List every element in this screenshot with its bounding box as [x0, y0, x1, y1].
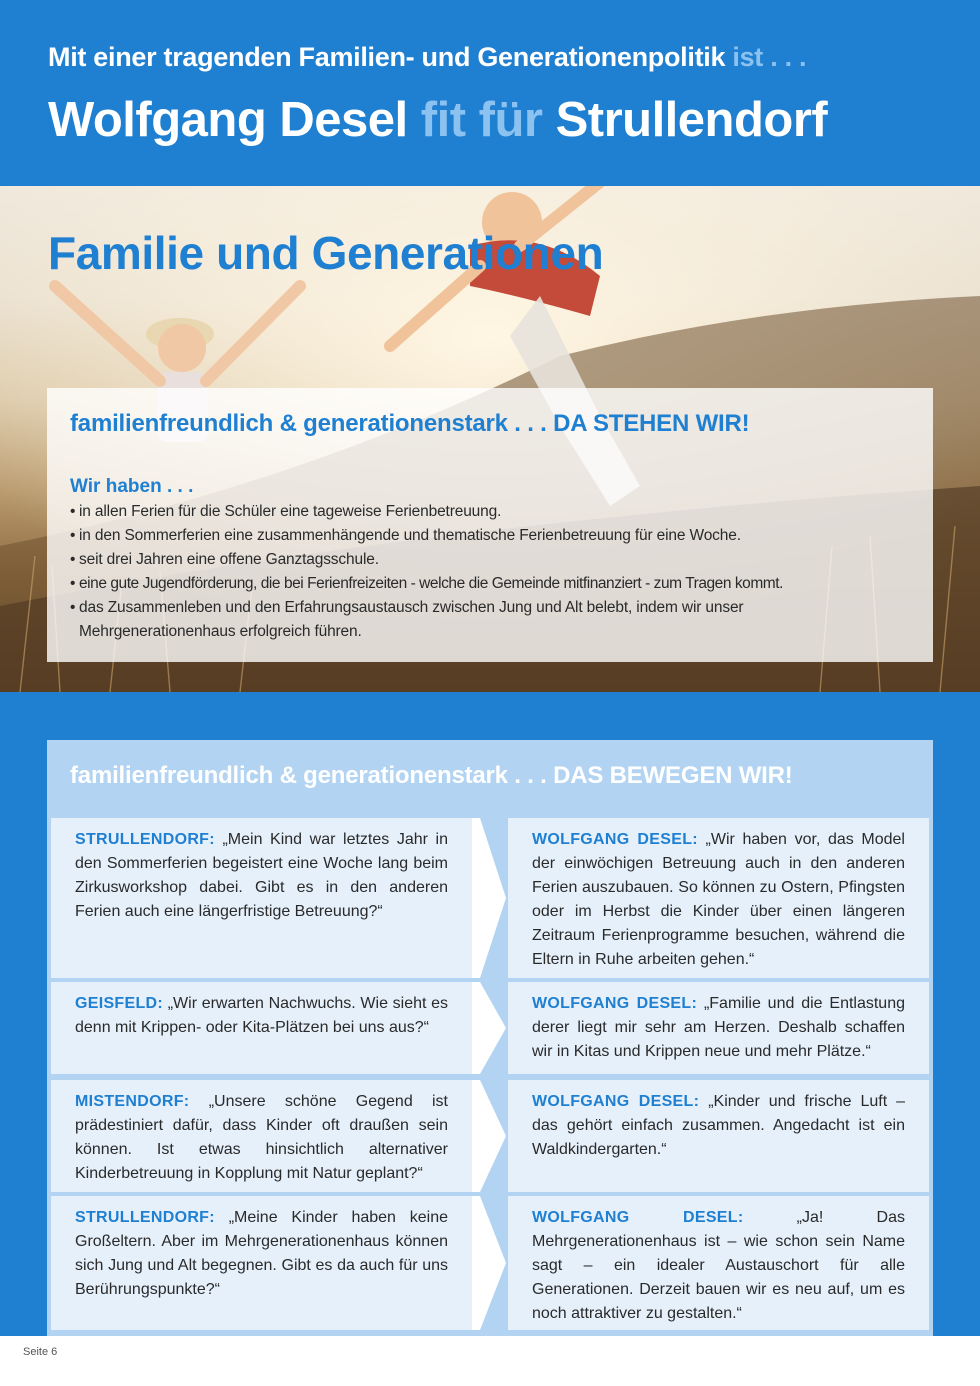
speaker-label: GEISFELD:: [75, 995, 164, 1012]
speaker-label: STRULLENDORF:: [75, 831, 215, 848]
answer-text: „Wir haben vor, das Model der einwöchigen Betreuung auch in den anderen Ferien auszubauen. So können zu Ostern, Pfingsten oder im Herbst die Kinder über einen längeren Zeitraum Ferienprogramme besuchen, während die Eltern in Ruhe arbeiten gehen.“: [532, 831, 905, 968]
answer-text: „Ja! Das Mehrgenerationenhaus ist – wie schon sein Name sagt – ein idealer Austauschort für alle Generationen. Derzeit bauen wir es neu auf, um es noch attraktiver zu gestalten.“: [532, 1209, 905, 1322]
question-card-strullendorf-2: [51, 1196, 472, 1330]
chevron-right-icon: [472, 982, 508, 1074]
answer-card-1: [508, 818, 929, 978]
question-text: „Unsere schöne Gegend ist prädestiniert dafür, dass Kinder oft draußen sein können. Ist etwas hinsichtlich alternativer Kinderbetreuung in Kopplung mit Natur geplant?“: [75, 1093, 448, 1182]
speaker-label: STRULLENDORF:: [75, 1209, 215, 1226]
question-card-mistendorf: [51, 1080, 472, 1192]
chevron-right-icon: [472, 818, 508, 978]
question-text: „Meine Kinder haben keine Großeltern. Aber im Mehrgenerationenhaus können sich Jung und Alt begegnen. Gibt es da auch für uns Berührungspunkte?“: [75, 1209, 448, 1298]
answer-card-2: [508, 982, 929, 1074]
speaker-label: WOLFGANG DESEL:: [532, 1209, 744, 1226]
commitments-heading: familienfreundlich & generationenstark . . . DA STEHEN WIR!: [70, 410, 750, 437]
speaker-label: MISTENDORF:: [75, 1093, 190, 1110]
list-item: • in allen Ferien für die Schüler eine tageweise Ferienbetreuung.: [70, 503, 502, 520]
list-item: • seit drei Jahren eine offene Ganztagsschule.: [70, 551, 379, 568]
chevron-right-icon: [472, 1080, 508, 1192]
header-tagline: Mit einer tragenden Familien- und Generationenpolitik ist . . .: [48, 42, 807, 72]
section-title: Familie und Generationen: [48, 227, 604, 279]
speaker-label: WOLFGANG DESEL:: [532, 995, 698, 1012]
question-text: „Wir erwarten Nachwuchs. Wie sieht es denn mit Krippen- oder Kita-Plätzen bei uns aus?“: [75, 995, 448, 1036]
answer-card-3: [508, 1080, 929, 1192]
qa-heading: familienfreundlich & generationenstark . . . DAS BEWEGEN WIR!: [70, 762, 793, 789]
list-item: • in den Sommerferien eine zusammenhängende und thematische Ferienbetreuung für eine Woche.: [70, 527, 741, 544]
question-card-geisfeld: [51, 982, 472, 1074]
question-card-strullendorf-1: [51, 818, 472, 978]
answer-text: „Familie und die Entlastung derer liegt mir sehr am Herzen. Deshalb schaffen wir in Kitas und Krippen neue und mehr Plätze.“: [532, 995, 905, 1060]
header-banner: [0, 0, 980, 186]
commitments-box: [47, 388, 933, 662]
answer-text: „Kinder und frische Luft – das gehört einfach zusammen. Angedacht ist ein Waldkindergarten.“: [532, 1093, 905, 1158]
commitments-subheading: Wir haben . . .: [70, 476, 194, 497]
answer-card-4: [508, 1196, 929, 1330]
speaker-label: WOLFGANG DESEL:: [532, 831, 698, 848]
commitments-list: [70, 500, 783, 644]
page-number: Seite 6: [23, 1346, 58, 1358]
list-item: • das Zusammenleben und den Erfahrungsaustausch zwischen Jung und Alt belebt, indem wir unser Mehrgenerationenhaus erfolgreich führen.: [70, 599, 744, 640]
speaker-label: WOLFGANG DESEL:: [532, 1093, 700, 1110]
chevron-right-icon: [472, 1196, 508, 1330]
list-item: • eine gute Jugendförderung, die bei Ferienfreizeiten - welche die Gemeinde mitfinanziert - zum Tragen kommt.: [70, 575, 783, 592]
question-text: „Mein Kind war letztes Jahr in den Sommerferien begeistert eine Woche lang beim Zirkusworkshop dabei. Gibt es in den anderen Ferien auch eine längerfristige Betreuung?“: [75, 831, 448, 920]
header-title: Wolfgang Desel fit für Strullendorf: [48, 93, 828, 147]
